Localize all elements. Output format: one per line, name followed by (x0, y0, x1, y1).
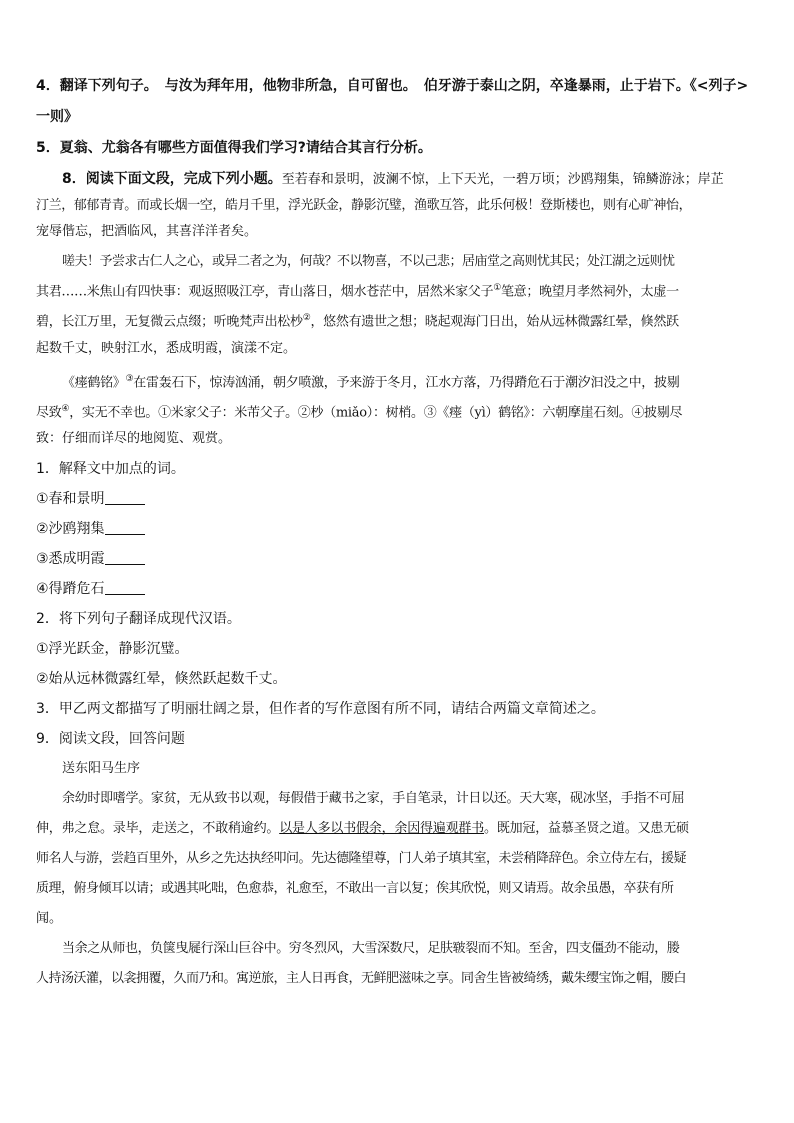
question-9 (36, 724, 758, 994)
passage-b-line-1: 《瘗鹤铭》③在雷轰石下，惊涛汹涌，朝夕喷激，予来游于冬月，江水方落，乃得蹐危石于潮汐汩没之中，披剔 (62, 373, 680, 390)
question-8 (36, 166, 758, 452)
article-p1-line-5: 闻。 (36, 911, 63, 927)
passage-a-line-6: 碧，长江万里，无复微云点缀；听晚梵声出松杪②，悠然有遗世之想；晓起观海门日出，始从远林微露红晕，倏然跃 (36, 313, 679, 330)
item-3-heading: 3．甲乙两文都描写了明丽壮阔之景，但作者的写作意图有所不同，请结合两篇文章简述之。 (36, 701, 605, 718)
item-2-sentence-2: ②始从远林微露红晕，倏然跃起数千丈。 (36, 671, 287, 688)
answer-blank[interactable] (105, 520, 145, 535)
question-4-text: 4．翻译下列句子。 与汝为拜年用，他物非所急，自可留也。 伯牙游于泰山之阴，卒逢暴雨，止于岩下。《<列子> (36, 78, 749, 94)
item-1-word-4: ④得蹐危石 (36, 574, 758, 604)
passage-a-line-5: 其君……米焦山有四快事：观返照吸江亭，青山落日，烟水苍茫中，居然米家父子①笔意；晚望月孝然祠外，太虚一 (36, 283, 679, 300)
question-4 (36, 76, 758, 96)
passage-a-line-7: 起数千丈，映射江水，悉成明霞，演漾不定。 (36, 340, 297, 356)
item-1-heading: 1．解释文中加点的词。 (36, 461, 185, 478)
item-1-word-2: ②沙鸥翔集 (36, 514, 758, 544)
footnote-2-marker: ② (302, 313, 311, 324)
item-2-heading: 2．将下列句子翻译成现代汉语。 (36, 611, 241, 628)
footnote-3-marker: ③ (125, 373, 134, 384)
answer-blank[interactable] (105, 490, 145, 505)
article-title: 送东阳马生序 (62, 761, 141, 777)
question-8-intro: 8．阅读下面文段，完成下列小题。 (62, 171, 282, 187)
footnote-4-marker: ④ (61, 403, 70, 414)
item-1-word-1: ①春和景明 (36, 484, 758, 514)
article-p2-line-1: 当余之从师也，负箧曳屣行深山巨谷中。穷冬烈风，大雪深数尺，足肤皲裂而不知。至舍，四支僵劲不能动，媵 (62, 941, 680, 957)
footnote-1-marker: ① (493, 283, 501, 293)
article-p1-line-2: 伸，弗之怠。录毕，走送之，不敢稍逾约。以是人多以书假余，余因得遍观群书。既加冠，益慕圣贤之道。又患无硕 (36, 821, 689, 837)
question-9-intro: 9．阅读文段，回答问题 (36, 731, 185, 748)
passage-a-line-3: 宠辱偕忘，把酒临风，其喜洋洋者矣。 (36, 224, 258, 239)
passage-b-line-3: 致：仔细而详尽的地阅览、观赏。 (36, 431, 232, 447)
passage-a-line-1: 8．阅读下面文段，完成下列小题。至若春和景明，波澜不惊，上下天光，一碧万顷；沙鸥翔集，锦鳞游泳；岸芷 (62, 171, 724, 187)
answer-blank[interactable] (105, 580, 145, 595)
passage-a-line-4: 嗟夫！予尝求古仁人之心，或异二者之为，何哉？不以物喜，不以己悲；居庙堂之高则忧其民；处江湖之远则忧 (62, 254, 675, 269)
article-p1-line-1: 余幼时即嗜学。家贫，无从致书以观，每假借于藏书之家，手自笔录，计日以还。天大寒，砚冰坚，手指不可屈 (62, 791, 685, 807)
underlined-sentence: 以是人多以书假余，余因得遍观群书 (279, 821, 485, 837)
article-p1-line-4: 质理，俯身倾耳以请；或遇其叱咄，色愈恭，礼愈至，不敢出一言以复；俟其欣悦，则又请焉。故余虽愚，卒获有所 (36, 881, 674, 897)
article-p1-line-3: 师名人与游，尝趋百里外，从乡之先达执经叩问。先达德隆望尊，门人弟子填其室，未尝稍降辞色。余立侍左右，援疑 (36, 851, 687, 867)
item-1-word-3: ③悉成明霞 (36, 544, 758, 574)
question-4-continuation: 一则》 (36, 109, 78, 125)
document-page (36, 76, 758, 994)
question-5: 5．夏翁、尤翁各有哪些方面值得我们学习?请结合其言行分析。 (36, 140, 432, 156)
passage-a-line-2: 汀兰，郁郁青青。而或长烟一空，皓月千里，浮光跃金，静影沉璧，渔歌互答，此乐何极！登斯楼也，则有心旷神怡， (36, 198, 692, 213)
answer-blank[interactable] (105, 550, 145, 565)
question-8-items (36, 454, 758, 724)
passage-b-line-2: 尽致④，实无不幸也。①米家父子：米芾父子。②杪（miǎo）：树梢。③《瘗（yì）鹤铭》：六朝摩崖石刻。④披剔尽 (36, 403, 683, 421)
article-p2-line-2: 人持汤沃灌，以衾拥覆，久而乃和。寓逆旅，主人日再食，无鲜肥滋味之享。同舍生皆被绮绣，戴朱缨宝饰之帽，腰白 (36, 971, 687, 987)
item-2-sentence-1: ①浮光跃金，静影沉璧。 (36, 641, 189, 658)
